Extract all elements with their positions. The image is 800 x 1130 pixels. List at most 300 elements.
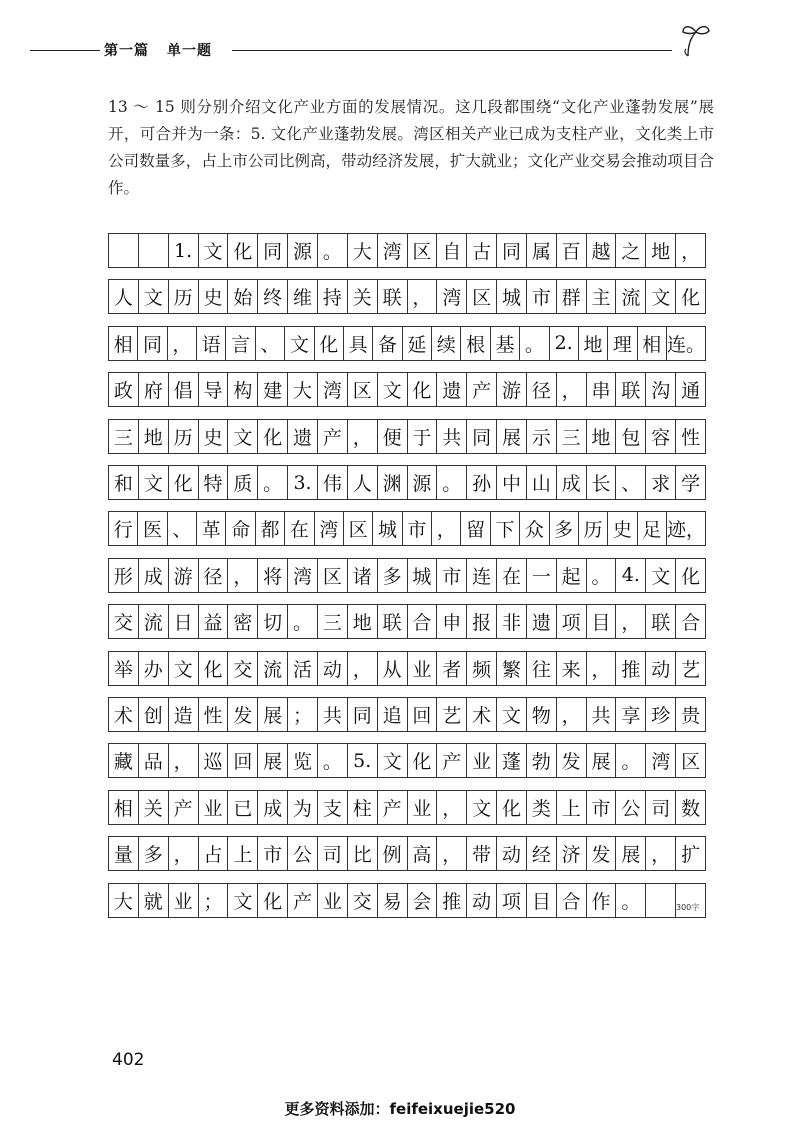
essay-cell: 合 [676, 605, 706, 638]
essay-cell: 发 [587, 837, 617, 870]
essay-cell: 产 [169, 791, 199, 824]
essay-cell: 司 [646, 791, 676, 824]
essay-cell: 、 [616, 466, 646, 499]
essay-cell: 活 [288, 652, 318, 685]
essay-cell: 便 [378, 420, 408, 453]
essay-cell: 遗 [288, 420, 318, 453]
essay-cell: ， [437, 791, 467, 824]
essay-cell: 。 [258, 466, 288, 499]
essay-cell: 历 [579, 512, 608, 545]
essay-cell: 湾 [378, 234, 408, 267]
essay-cell: 地 [579, 327, 608, 360]
essay-cell: 伟 [318, 466, 348, 499]
essay-cell: 发 [557, 744, 587, 777]
essay-cell: 术 [109, 698, 139, 731]
essay-cell: 区 [348, 373, 378, 406]
essay-cell: 一 [527, 559, 557, 592]
essay-cell: 公 [616, 791, 646, 824]
essay-cell: 化 [258, 884, 288, 917]
essay-cell: 相 [109, 791, 139, 824]
essay-cell: 上 [228, 837, 258, 870]
essay-cell: 品 [139, 744, 169, 777]
essay-cell: 推 [437, 884, 467, 917]
essay-cell: 区 [344, 512, 373, 545]
essay-row [108, 883, 706, 918]
essay-cell: 非 [497, 605, 527, 638]
essay-cell: 行 [109, 512, 138, 545]
essay-cell: 业 [408, 791, 438, 824]
essay-cell: 始 [228, 280, 258, 313]
essay-cell: 合 [408, 605, 438, 638]
essay-cell: 化 [315, 327, 344, 360]
essay-row [108, 465, 706, 500]
essay-cell: 术 [467, 698, 497, 731]
essay-cell: 径 [527, 373, 557, 406]
essay-cell: 质 [228, 466, 258, 499]
essay-cell: 连。 [667, 327, 706, 360]
essay-cell: 百 [557, 234, 587, 267]
essay-cell: 业 [199, 791, 229, 824]
essay-cell: 市 [258, 837, 288, 870]
essay-cell: 上 [557, 791, 587, 824]
essay-cell: 业 [169, 884, 199, 917]
essay-cell: 共 [318, 698, 348, 731]
essay-cell: 人 [348, 466, 378, 499]
essay-row [108, 836, 706, 871]
essay-cell: 共 [437, 420, 467, 453]
essay-cell: 展 [258, 698, 288, 731]
essay-cell: 基 [491, 327, 520, 360]
essay-cell: 联 [378, 605, 408, 638]
essay-cell: 巡 [199, 744, 229, 777]
essay-cell: 展 [616, 837, 646, 870]
essay-cell: 区 [408, 234, 438, 267]
essay-cell: ； [288, 698, 318, 731]
essay-cell: ， [587, 652, 617, 685]
essay-cell: 化 [676, 559, 706, 592]
essay-cell: 史 [199, 420, 229, 453]
essay-cell: 业 [467, 744, 497, 777]
essay-cell: 地 [587, 420, 617, 453]
essay-cell: 史 [199, 280, 229, 313]
essay-cell: 支 [318, 791, 348, 824]
essay-cell: 迹， [667, 512, 706, 545]
essay-cell: 备 [373, 327, 402, 360]
essay-cell: ， [348, 420, 378, 453]
essay-cell: 申 [437, 605, 467, 638]
essay-cell: 发 [228, 698, 258, 731]
header-chapter: 单一题 [167, 43, 212, 59]
essay-cell: 文 [378, 744, 408, 777]
essay-cell [109, 234, 139, 267]
essay-cell: 2. [550, 327, 579, 360]
essay-cell: 足 [638, 512, 667, 545]
essay-cell: 类 [527, 791, 557, 824]
essay-cell: 办 [139, 652, 169, 685]
essay-cell: 理 [608, 327, 637, 360]
essay-cell: 产 [288, 884, 318, 917]
essay-cell: 言 [226, 327, 255, 360]
essay-cell: 古 [467, 234, 497, 267]
essay-cell: 属 [527, 234, 557, 267]
essay-cell: 关 [139, 791, 169, 824]
essay-cell: 比 [348, 837, 378, 870]
essay-cell: 产 [467, 373, 497, 406]
essay-cell: 文 [228, 884, 258, 917]
essay-cell: 人 [109, 280, 139, 313]
essay-cell: 示 [527, 420, 557, 453]
essay-cell: 群 [557, 280, 587, 313]
essay-cell: 长 [587, 466, 617, 499]
essay-cell: 柱 [348, 791, 378, 824]
essay-cell: 成 [258, 791, 288, 824]
essay-cell: 文 [646, 559, 676, 592]
essay-cell: 动 [497, 837, 527, 870]
essay-cell: 孙 [467, 466, 497, 499]
essay-cell: 同 [497, 234, 527, 267]
essay-cell: 相 [638, 327, 667, 360]
essay-cell: 城 [497, 280, 527, 313]
essay-cell: 湾 [646, 744, 676, 777]
essay-cell: 流 [258, 652, 288, 685]
essay-cell: 城 [408, 559, 438, 592]
essay-cell: 经 [527, 837, 557, 870]
essay-row [108, 326, 706, 361]
essay-cell [139, 234, 169, 267]
essay-cell: 日 [169, 605, 199, 638]
essay-cell: 交 [109, 605, 139, 638]
essay-cell: 府 [139, 373, 169, 406]
essay-cell: 建 [258, 373, 288, 406]
essay-cell: 追 [378, 698, 408, 731]
essay-cell: 持 [318, 280, 348, 313]
essay-cell: 特 [199, 466, 229, 499]
essay-cell: 从 [378, 652, 408, 685]
essay-cell: 市 [437, 559, 467, 592]
essay-cell: 。 [288, 605, 318, 638]
essay-row [108, 743, 706, 778]
essay-cell: 文 [285, 327, 314, 360]
essay-cell: 占 [199, 837, 229, 870]
essay-cell: 造 [169, 698, 199, 731]
essay-cell: 合 [557, 884, 587, 917]
essay-cell: 产 [318, 420, 348, 453]
word-count-label: 300字 [676, 903, 700, 912]
essay-cell: 动 [646, 652, 676, 685]
essay-cell: 形 [109, 559, 139, 592]
essay-cell: 留 [461, 512, 490, 545]
essay-cell: ， [437, 837, 467, 870]
essay-cell: 联 [616, 373, 646, 406]
footer-note: 更多资料添加：feifeixuejie520 [284, 1100, 516, 1118]
essay-cell: 例 [378, 837, 408, 870]
page-number: 402 [112, 1050, 145, 1070]
essay-cell: 沟 [646, 373, 676, 406]
essay-cell: 求 [646, 466, 676, 499]
essay-cell: 。 [616, 884, 646, 917]
intro-paragraph: 13 ～ 15 则分别介绍文化产业方面的发展情况。这几段都围绕“文化产业蓬勃发展”展开，可合并为一条：5. 文化产业蓬勃发展。湾区相关产业已成为支柱产业，文化类上市公司数量多，占上市公司比例高，带动经济发展，扩大就业；文化产业交易会推动项目合作。 [108, 98, 714, 197]
essay-cell: 益 [199, 605, 229, 638]
essay-cell: 历 [169, 280, 199, 313]
essay-cell: ， [557, 698, 587, 731]
essay-cell: 三 [557, 420, 587, 453]
essay-cell: 医 [138, 512, 167, 545]
essay-cell: 已 [228, 791, 258, 824]
essay-cell: 扩 [676, 837, 706, 870]
essay-cell: 三 [318, 605, 348, 638]
essay-cell: 文 [169, 652, 199, 685]
essay-cell: 市 [403, 512, 432, 545]
essay-cell: 艺 [676, 652, 706, 685]
essay-cell: 径 [199, 559, 229, 592]
essay-row [108, 651, 706, 686]
essay-cell: ， [646, 837, 676, 870]
essay-cell: ； [199, 884, 229, 917]
essay-cell: 包 [616, 420, 646, 453]
essay-cell: 频 [467, 652, 497, 685]
essay-cell: 延 [403, 327, 432, 360]
essay-cell: 数 [676, 791, 706, 824]
essay-cell: ， [228, 559, 258, 592]
essay-cell: 推 [616, 652, 646, 685]
essay-row [108, 233, 706, 268]
essay-cell: 通 [676, 373, 706, 406]
essay-cell: 在 [497, 559, 527, 592]
essay-cell: 联 [646, 605, 676, 638]
essay-cell: 湾 [315, 512, 344, 545]
essay-cell [646, 884, 676, 917]
essay-cell: 成 [557, 466, 587, 499]
essay-cell: 目 [587, 605, 617, 638]
essay-cell: 报 [467, 605, 497, 638]
essay-cell: 起 [557, 559, 587, 592]
essay-cell: 展 [587, 744, 617, 777]
essay-cell: 蓬 [497, 744, 527, 777]
sprout-icon [674, 22, 714, 58]
essay-cell: 关 [348, 280, 378, 313]
essay-cell: 成 [139, 559, 169, 592]
essay-row [108, 790, 706, 825]
essay-cell: 公 [288, 837, 318, 870]
essay-cell: ， [676, 234, 706, 267]
essay-row [108, 604, 706, 639]
essay-cell: 和 [109, 466, 139, 499]
essay-cell: 珍 [646, 698, 676, 731]
essay-cell: 相 [109, 327, 138, 360]
essay-cell: 文 [199, 234, 229, 267]
essay-cell: 性 [199, 698, 229, 731]
essay-cell: 同 [258, 234, 288, 267]
essay-cell: 命 [226, 512, 255, 545]
essay-cell: 联 [378, 280, 408, 313]
essay-cell: 会 [408, 884, 438, 917]
essay-cell: 同 [138, 327, 167, 360]
essay-cell: 源 [408, 466, 438, 499]
essay-cell: 展 [497, 420, 527, 453]
essay-cell: 区 [676, 744, 706, 777]
essay-cell: 创 [139, 698, 169, 731]
essay-cell: 具 [344, 327, 373, 360]
essay-cell: 作 [587, 884, 617, 917]
essay-cell: 连 [467, 559, 497, 592]
essay-cell: ， [408, 280, 438, 313]
essay-cell: 文 [378, 373, 408, 406]
essay-cell: 都 [256, 512, 285, 545]
essay-cell: 回 [408, 698, 438, 731]
essay-cell: 1. [169, 234, 199, 267]
essay-cell: 三 [109, 420, 139, 453]
essay-cell: 构 [228, 373, 258, 406]
essay-cell: 众 [520, 512, 549, 545]
essay-cell: 享 [616, 698, 646, 731]
essay-cell: 容 [646, 420, 676, 453]
essay-cell: 在 [285, 512, 314, 545]
essay-cell: 文 [467, 791, 497, 824]
essay-cell: 游 [497, 373, 527, 406]
essay-cell: 城 [373, 512, 402, 545]
essay-cell: 源 [288, 234, 318, 267]
essay-row [108, 419, 706, 454]
essay-cell: 带 [467, 837, 497, 870]
essay-cell: 文 [497, 698, 527, 731]
essay-cell: 、 [256, 327, 285, 360]
essay-cell: 为 [288, 791, 318, 824]
essay-row [108, 279, 706, 314]
essay-cell: 区 [467, 280, 497, 313]
essay-cell: 易 [378, 884, 408, 917]
essay-cell: 交 [228, 652, 258, 685]
essay-cell: 勃 [527, 744, 557, 777]
essay-cell: 诸 [348, 559, 378, 592]
essay-cell: 动 [318, 652, 348, 685]
essay-cell: 项 [497, 884, 527, 917]
essay-cell: 共 [587, 698, 617, 731]
essay-cell: ， [169, 744, 199, 777]
essay-cell: 来 [557, 652, 587, 685]
essay-cell: 之 [616, 234, 646, 267]
essay-cell: 流 [616, 280, 646, 313]
essay-cell: 湾 [288, 559, 318, 592]
essay-cell: 湾 [318, 373, 348, 406]
essay-cell: 者 [437, 652, 467, 685]
essay-cell: 物 [527, 698, 557, 731]
essay-cell: 游 [169, 559, 199, 592]
essay-cell: 学 [676, 466, 706, 499]
essay-cell: 文 [228, 420, 258, 453]
essay-cell: 中 [497, 466, 527, 499]
essay-cell: 语 [197, 327, 226, 360]
essay-cell: 大 [288, 373, 318, 406]
header-rule-left [30, 50, 100, 51]
essay-cell: 化 [199, 652, 229, 685]
essay-row [108, 697, 706, 732]
essay-cell: 5. [348, 744, 378, 777]
essay-cell: 同 [467, 420, 497, 453]
essay-cell: 化 [408, 744, 438, 777]
essay-cell: 地 [348, 605, 378, 638]
essay-cell: 史 [608, 512, 637, 545]
essay-cell: 贵 [676, 698, 706, 731]
essay-cell: ， [616, 605, 646, 638]
essay-cell: 4. [616, 559, 646, 592]
essay-cell: 业 [318, 884, 348, 917]
essay-cell: 。 [437, 466, 467, 499]
essay-cell: 繁 [497, 652, 527, 685]
essay-cell: 项 [557, 605, 587, 638]
essay-cell: ， [557, 373, 587, 406]
essay-cell: 终 [258, 280, 288, 313]
essay-cell: 3. [288, 466, 318, 499]
essay-cell: 往 [527, 652, 557, 685]
essay-cell: 化 [408, 373, 438, 406]
running-header [104, 40, 212, 60]
essay-cell: 区 [318, 559, 348, 592]
essay-cell: 化 [258, 420, 288, 453]
essay-cell: 湾 [437, 280, 467, 313]
essay-cell: 高 [408, 837, 438, 870]
essay-cell: 串 [587, 373, 617, 406]
essay-cell: ， [432, 512, 461, 545]
essay-cell: ， [168, 327, 197, 360]
essay-cell: 。 [616, 744, 646, 777]
essay-cell: 续 [432, 327, 461, 360]
essay-cell: 地 [646, 234, 676, 267]
essay-cell: 济 [557, 837, 587, 870]
essay-cell: 文 [139, 280, 169, 313]
essay-cell: 。 [318, 744, 348, 777]
essay-cell: ， [169, 837, 199, 870]
essay-cell: 切 [258, 605, 288, 638]
essay-cell: 多 [139, 837, 169, 870]
header-part: 第一篇 [104, 43, 149, 59]
essay-cell: 产 [378, 791, 408, 824]
essay-cell: 市 [527, 280, 557, 313]
essay-row [108, 372, 706, 407]
essay-cell: 倡 [169, 373, 199, 406]
essay-cell: 根 [461, 327, 490, 360]
essay-cell: 化 [228, 234, 258, 267]
essay-cell: 主 [587, 280, 617, 313]
essay-cell: 举 [109, 652, 139, 685]
essay-cell: 业 [408, 652, 438, 685]
essay-cell: 导 [199, 373, 229, 406]
essay-cell: 动 [467, 884, 497, 917]
essay-cell: 交 [348, 884, 378, 917]
essay-cell: 市 [587, 791, 617, 824]
essay-cell: 山 [527, 466, 557, 499]
essay-cell: 文 [646, 280, 676, 313]
essay-cell: 产 [437, 744, 467, 777]
essay-cell: 艺 [437, 698, 467, 731]
essay-cell: 量 [109, 837, 139, 870]
essay-cell: 目 [527, 884, 557, 917]
essay-cell: 历 [169, 420, 199, 453]
essay-cell: 。 [587, 559, 617, 592]
essay-cell: 、 [168, 512, 197, 545]
essay-row [108, 558, 706, 593]
essay-cell: 化 [169, 466, 199, 499]
essay-cell: 展 [258, 744, 288, 777]
essay-cell: 密 [228, 605, 258, 638]
essay-cell: 文 [139, 466, 169, 499]
essay-cell: 自 [437, 234, 467, 267]
essay-cell: 司 [318, 837, 348, 870]
essay-cell: 大 [348, 234, 378, 267]
header-rule-right [232, 50, 672, 51]
essay-cell: 遗 [527, 605, 557, 638]
essay-cell: 维 [288, 280, 318, 313]
essay-cell: 性 [676, 420, 706, 453]
